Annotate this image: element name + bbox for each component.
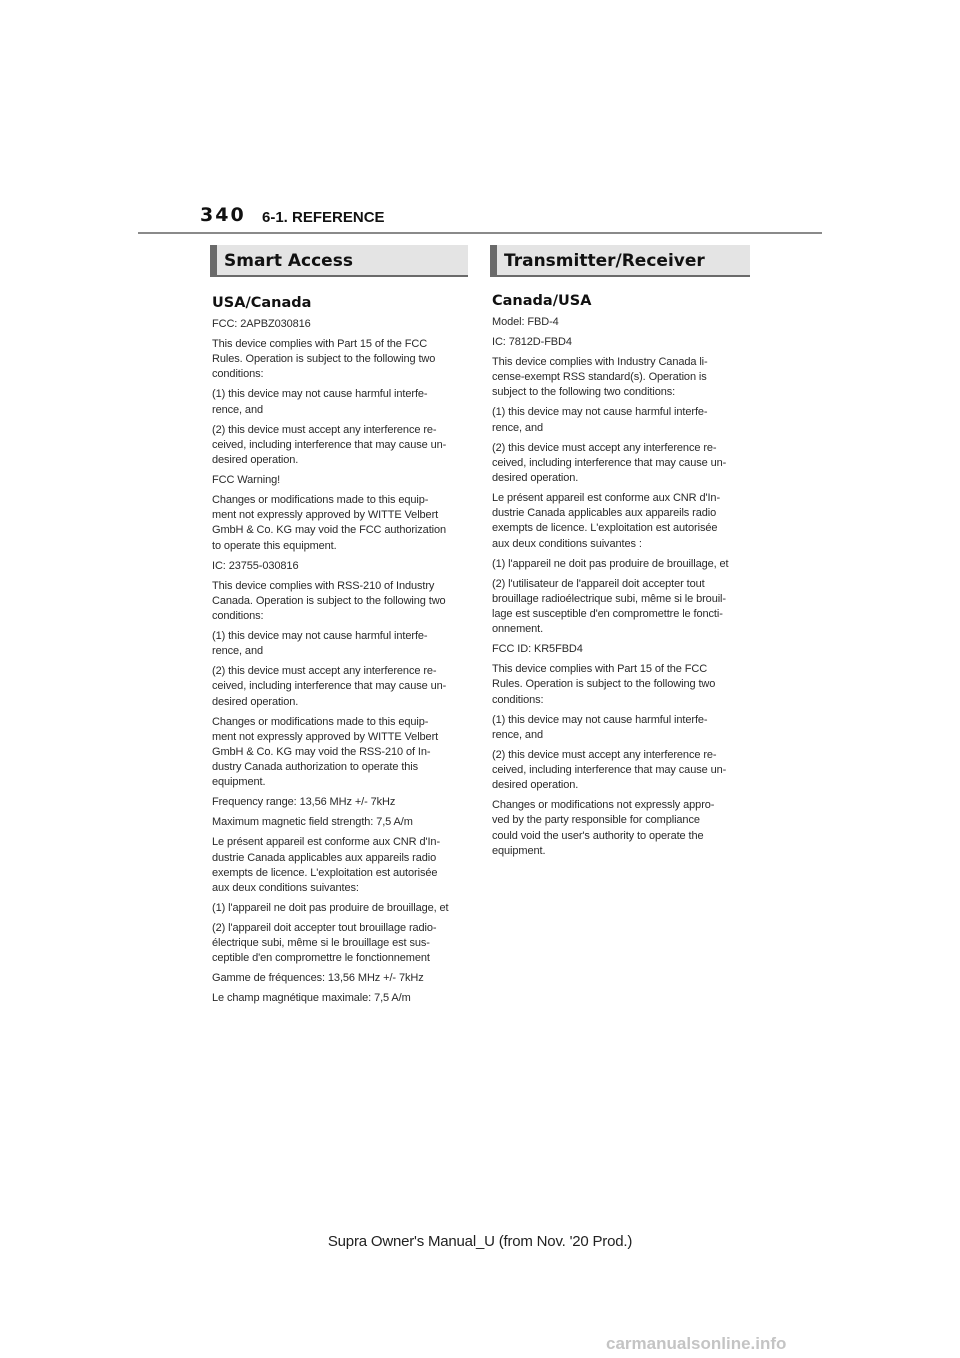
usa-canada-subheading: USA/Canada xyxy=(212,295,312,311)
paragraph: Le champ magnétique maximale: 7,5 A/m xyxy=(212,992,411,1005)
paragraph: This device complies with Part 15 of the FCC Rules. Operation is subject to the following two conditions: xyxy=(492,663,716,706)
paragraph: IC: 23755-030816 xyxy=(212,559,299,572)
paragraph: This device complies with RSS-210 of Industry Canada. Operation is subject to the following two conditions: xyxy=(212,579,446,623)
manual-footer: Supra Owner's Manual_U (from Nov. '20 Prod.) xyxy=(327,1233,633,1250)
paragraph: FCC ID: KR5FBD4 xyxy=(492,643,583,656)
transmitter-receiver-body xyxy=(490,315,750,859)
paragraph: Gamme de fréquences: 13,56 MHz +/- 7kHz xyxy=(212,972,424,985)
header-divider xyxy=(138,232,822,234)
section-title: 6-1. REFERENCE xyxy=(262,209,385,226)
paragraph: Changes or modifications not expressly appro- ved by the party responsible for compliance could void the user's authority to operate the equipment. xyxy=(492,799,715,857)
transmitter-receiver-heading: Transmitter/Receiver xyxy=(490,245,750,277)
paragraph: IC: 7812D-FBD4 xyxy=(492,336,572,348)
paragraph: (2) this device must accept any interference re- ceived, including interference that may cause un- desired operation. xyxy=(212,665,447,708)
paragraph: (2) this device must accept any interference re- ceived, including interference that may cause un- desired operation. xyxy=(492,748,727,792)
smart-access-heading: Smart Access xyxy=(210,245,468,277)
paragraph: Le présent appareil est conforme aux CNR d'In- dustrie Canada applicables aux appareils radio exempts de licence. L'exploitation est autorisée aux deux conditions suivantes: xyxy=(212,836,441,895)
paragraph: Changes or modifications made to this equip- ment not expressly approved by WITTE Velbert GmbH & Co. KG may void the RSS-210 of In- dustry Canada authorization to operate this equipment. xyxy=(212,715,439,789)
paragraph: (1) this device may not cause harmful interfe- rence, and xyxy=(492,713,708,741)
paragraph: (1) this device may not cause harmful interfe- rence, and xyxy=(492,406,708,434)
paragraph: FCC Warning! xyxy=(212,474,281,487)
paragraph: (1) this device may not cause harmful interfe- rence, and xyxy=(212,630,428,658)
page-number: 340 xyxy=(200,204,246,226)
paragraph: This device complies with Part 15 of the FCC Rules. Operation is subject to the following two conditions: xyxy=(212,338,436,381)
paragraph: FCC: 2APBZ030816 xyxy=(212,318,311,330)
paragraph: This device complies with Industry Canada li- cense-exempt RSS standard(s). Operation is subject to the following two conditions: xyxy=(492,356,708,399)
paragraph: (2) l'utilisateur de l'appareil doit accepter tout brouillage radioélectrique subi, même si le brouil- lage est susceptible d'en compromettre le foncti- onnement. xyxy=(492,577,726,636)
paragraph: (2) this device must accept any interference re- ceived, including interference that may cause un- desired operation. xyxy=(212,423,447,467)
smart-access-body xyxy=(210,317,468,1007)
paragraph: (1) l'appareil ne doit pas produire de brouillage, et xyxy=(492,557,729,570)
paragraph: Frequency range: 13,56 MHz +/- 7kHz xyxy=(212,796,396,809)
paragraph: (2) this device must accept any interference re- ceived, including interference that may cause un- desired operation. xyxy=(492,441,727,485)
paragraph: (1) l'appareil ne doit pas produire de brouillage, et xyxy=(212,902,449,915)
paragraph: Maximum magnetic field strength: 7,5 A/m xyxy=(212,816,413,829)
paragraph: (2) l'appareil doit accepter tout brouillage radio- électrique subi, même si le brouillage est sus- ceptible d'en compromettre le fonctionnement xyxy=(212,922,437,965)
smart-access-column xyxy=(210,245,468,1011)
paragraph: Model: FBD-4 xyxy=(492,316,559,328)
canada-usa-subheading: Canada/USA xyxy=(492,293,592,309)
paragraph: (1) this device may not cause harmful interfe- rence, and xyxy=(212,388,428,416)
paragraph: Changes or modifications made to this equip- ment not expressly approved by WITTE Velbert GmbH & Co. KG may void the FCC authorization to operate this equipment. xyxy=(212,494,447,552)
transmitter-receiver-column xyxy=(490,245,750,864)
paragraph: Le présent appareil est conforme aux CNR d'In- dustrie Canada applicables aux appareils radio exempts de licence. L'exploitation est autorisée aux deux conditions suivantes : xyxy=(492,492,721,550)
watermark: carmanualsonline.info xyxy=(606,1334,787,1353)
